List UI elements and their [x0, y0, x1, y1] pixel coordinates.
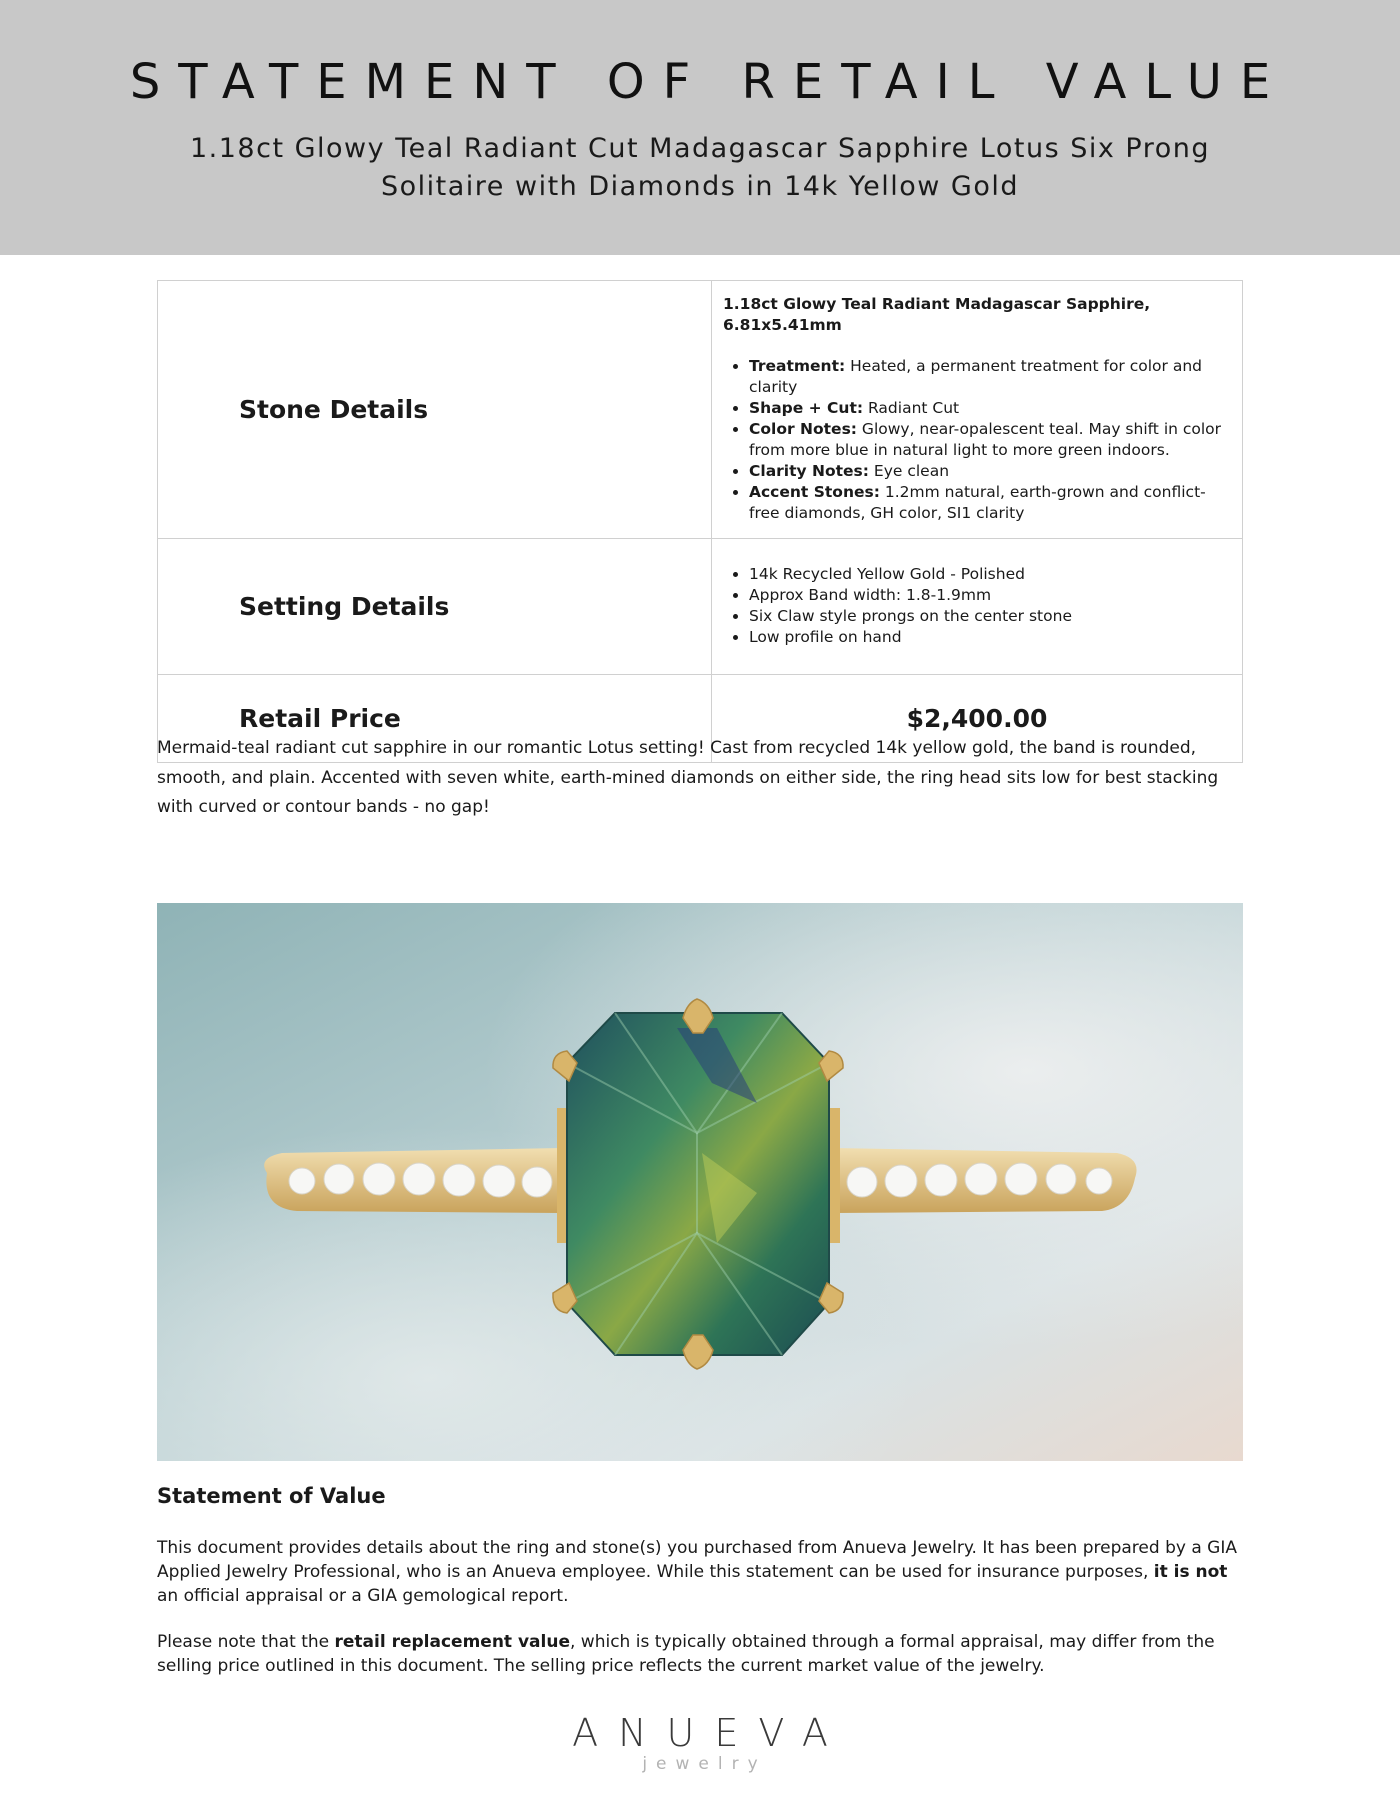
item-value: Glowy, near-opalescent teal. May shift in color from more blue in natural light to more green indoors. [749, 420, 1222, 459]
text-run: an official appraisal or a GIA gemological report. [157, 1586, 569, 1606]
header-band [0, 0, 1400, 255]
statement-heading: Statement of Value [157, 1484, 386, 1508]
setting-details-list [723, 564, 1230, 648]
retail-price-value: $2,400.00 [712, 675, 1243, 763]
ring-image [157, 903, 1243, 1461]
list-item [749, 419, 1230, 461]
product-description: Mermaid-teal radiant cut sapphire in our romantic Lotus setting! Cast from recycled 14k yellow gold, the band is rounded, smooth, and plain. Accented with seven white, earth-mined diamonds on either side, the ring head sits low for best stacking with curved or contour bands - no gap! [157, 738, 1219, 817]
setting-details-row [158, 539, 1243, 675]
product-subtitle: 1.18ct Glowy Teal Radiant Cut Madagascar Sapphire Lotus Six Prong Solitaire with Diamonds in 14k Yellow Gold [189, 133, 1211, 202]
list-item [749, 482, 1230, 524]
logo-subtext: jewelry [642, 1754, 767, 1774]
statement-paragraph-1 [157, 1536, 1247, 1608]
setting-details-content [712, 539, 1243, 675]
stone-details-content [712, 281, 1243, 539]
text-run: Please note that the [157, 1632, 335, 1652]
list-item [749, 356, 1230, 398]
item-key: Treatment: [749, 357, 846, 375]
stone-heading: 1.18ct Glowy Teal Radiant Madagascar Sapphire, 6.81x5.41mm [723, 295, 1151, 334]
list-item [749, 398, 1230, 419]
item-key: Shape + Cut: [749, 399, 864, 417]
statement-paragraph-2 [157, 1630, 1247, 1678]
stone-details-row [158, 281, 1243, 539]
emphasis-text: retail replacement value [334, 1632, 570, 1652]
brand-logo [500, 1712, 900, 1774]
list-item: • Low profile on hand [749, 627, 1230, 648]
item-key: Accent Stones: [749, 483, 880, 501]
details-table [157, 280, 1243, 763]
retail-price-label: Retail Price [158, 675, 712, 763]
product-photo [157, 903, 1243, 1461]
item-value: Eye clean [868, 462, 950, 480]
page-title: STATEMENT OF RETAIL VALUE [129, 54, 1289, 110]
item-key: Clarity Notes: [749, 462, 869, 480]
item-value: Radiant Cut [863, 399, 960, 417]
stone-details-list [723, 356, 1230, 524]
list-item: • Six Claw style prongs on the center stone [749, 606, 1230, 627]
list-item: • Approx Band width: 1.8-1.9mm [749, 585, 1230, 606]
item-value: 1.2mm natural, earth-grown and conflict-free diamonds, GH color, SI1 clarity [749, 483, 1206, 522]
text-run: , which is typically obtained through a formal appraisal, may differ from the selling price outlined in this document. The selling price reflects the current market value of the jewelry. [157, 1632, 1215, 1676]
item-key: Color Notes: [749, 420, 857, 438]
item-value: Heated, a permanent treatment for color and clarity [749, 357, 1202, 396]
stone-details-label: Stone Details [158, 281, 712, 539]
logo-wordmark: ANUEVA [572, 1711, 848, 1755]
setting-details-label: Setting Details [158, 539, 712, 675]
text-run: This document provides details about the ring and stone(s) you purchased from Anueva Jewelry. It has been prepared by a GIA Applied Jewelry Professional, who is an Anueva employee. While this statement can be used for insurance purposes, [157, 1538, 1237, 1582]
list-item: • 14k Recycled Yellow Gold - Polished [749, 564, 1230, 585]
emphasis-text: it is not [1153, 1562, 1228, 1582]
list-item [749, 461, 1230, 482]
